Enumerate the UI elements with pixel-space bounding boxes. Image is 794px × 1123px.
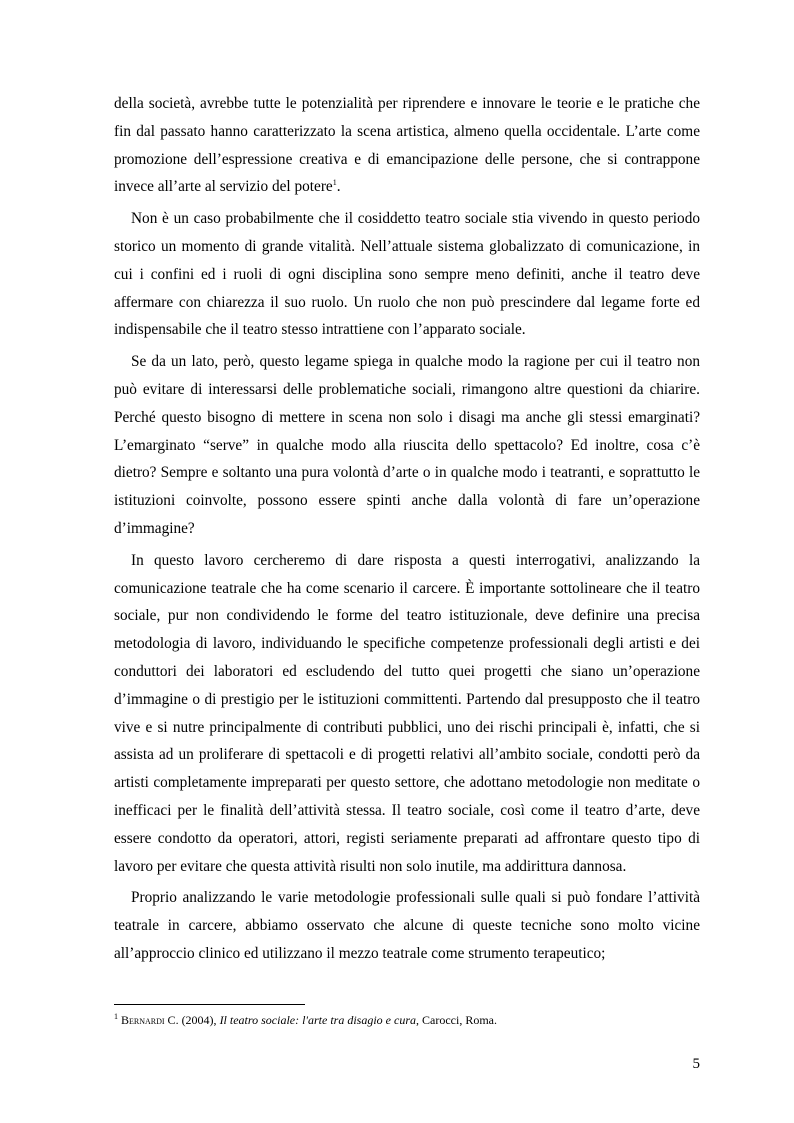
paragraph-1 [114, 90, 700, 201]
footnote [114, 1012, 700, 1028]
paragraph-3: Se da un lato, però, questo legame spiega in qualche modo la ragione per cui il teatro non può evitare di interessarsi delle problematiche sociali, rimangono altre questioni da chiarire. Perché questo bisogno di mettere in scena non solo i disagi ma anche gli stessi emarginati? L’emarginato “serve” in qualche modo alla riuscita dello spettacolo? Ed inoltre, cosa c’è dietro? Sempre e soltanto una pura volontà d’arte o in qualche modo i teatranti, e soprattutto le istituzioni coinvolte, possono essere spinti anche dalla volontà di fare un’operazione d’immagine? [114, 353, 700, 537]
paragraph-1-text: della società, avrebbe tutte le potenzialità per riprendere e innovare le teorie e le pratiche che fin dal passato hanno caratterizzato la scena artistica, almeno quella occidentale. L’arte come promozione dell’espressione creativa e di emancipazione delle persone, che si contrappone invece all’arte al servizio del potere [114, 95, 700, 196]
footnote-year: (2004), [178, 1013, 220, 1027]
footnote-title: Il teatro sociale: l'arte tra disagio e cura [219, 1013, 416, 1027]
paragraph-2: Non è un caso probabilmente che il cosiddetto teatro sociale stia vivendo in questo periodo storico un momento di grande vitalità. Nell’attuale sistema globalizzato di comunicazione, in cui i confini ed i ruoli di ogni disciplina sono sempre meno definiti, anche il teatro deve affermare con chiarezza il suo ruolo. Un ruolo che non può prescindere dal legame forte ed indispensabile che il teatro stesso intrattiene con l’apparato sociale. [114, 210, 700, 339]
paragraph-5: Proprio analizzando le varie metodologie professionali sulle quali si può fondare l’attività teatrale in carcere, abbiamo osservato che alcune di queste tecniche sono molto vicine all’approccio clinico ed utilizzano il mezzo teatrale come strumento terapeutico; [114, 889, 700, 962]
footnote-author: Bernardi C. [121, 1013, 179, 1027]
body-text [114, 90, 700, 972]
page-number: 5 [692, 1056, 700, 1072]
footnote-separator [114, 1004, 305, 1005]
footnote-number: 1 [114, 1012, 118, 1021]
paragraph-1-end: . [336, 178, 341, 196]
paragraph-4: In questo lavoro cercheremo di dare risposta a questi interrogativi, analizzando la comunicazione teatrale che ha come scenario il carcere. È importante sottolineare che il teatro sociale, pur non condividendo le forme del teatro istituzionale, deve definire una precisa metodologia di lavoro, individuando le specifiche competenze professionali degli artisti e dei conduttori dei laboratori ed escludendo del tutto quei progetti che siano un’operazione d’immagine o di prestigio per le istituzioni committenti. Partendo dal presupposto che il teatro vive e si nutre principalmente di contributi pubblici, uno dei rischi principali è, infatti, che si assista ad un proliferare di spettacoli e di progetti relativi all’ambito sociale, condotti però da artisti completamente impreparati per questo settore, che adottano metodologie non meditate o inefficaci per le finalità dell’attività stessa. Il teatro sociale, così come il teatro d’arte, deve essere condotto da operatori, attori, registi seriamente preparati ad affrontare questo tipo di lavoro per evitare che questa attività risulti non solo inutile, ma addirittura dannosa. [114, 551, 700, 875]
footnote-publisher: , Carocci, Roma. [416, 1013, 497, 1027]
footnote-reference[interactable]: 1 [332, 178, 337, 188]
